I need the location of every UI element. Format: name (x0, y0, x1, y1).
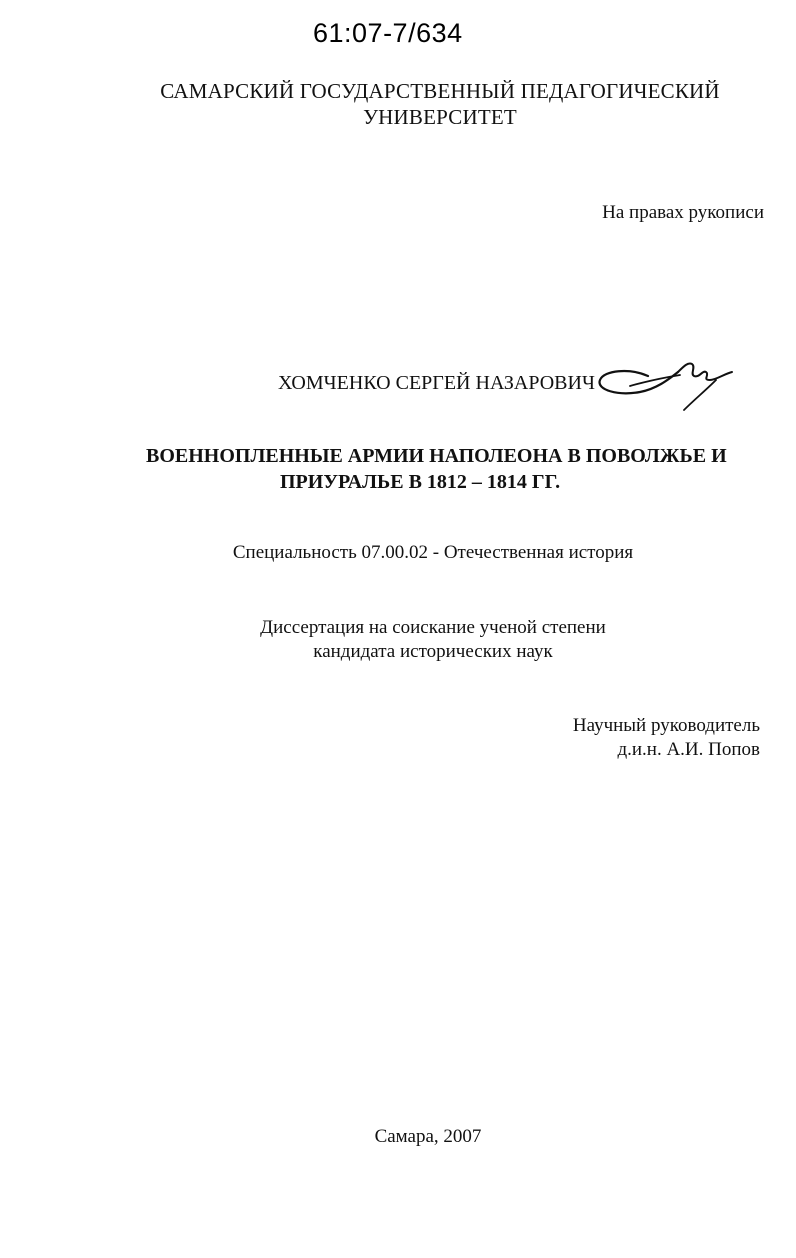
dissertation-title-line2: ПРИУРАЛЬЕ В 1812 – 1814 ГГ. (280, 471, 561, 493)
specialty: Специальность 07.00.02 - Отечественная история (232, 542, 634, 563)
supervisor-role: Научный руководитель (572, 715, 760, 736)
dissertation-title-line1: ВОЕННОПЛЕННЫЕ АРМИИ НАПОЛЕОНА В ПОВОЛЖЬЕ И (146, 445, 727, 467)
university-name (0, 78, 796, 130)
scientific-supervisor (573, 714, 760, 762)
city-year: Самара, 2007 (374, 1126, 482, 1147)
author-name: ХОМЧЕНКО СЕРГЕЙ НАЗАРОВИЧ (278, 372, 595, 394)
catalog-number: 61:07-7/634 (313, 18, 463, 48)
signature-image (596, 350, 736, 412)
manuscript-rights: На правах рукописи (602, 202, 764, 223)
university-name-line2: УНИВЕРСИТЕТ (363, 105, 517, 129)
dissertation-degree (0, 616, 796, 664)
supervisor-name: д.и.н. А.И. Попов (617, 739, 760, 760)
university-name-line1: САМАРСКИЙ ГОСУДАРСТВЕННЫЙ ПЕДАГОГИЧЕСКИЙ (160, 79, 720, 103)
dissertation-title (146, 443, 727, 495)
dissertation-degree-line2: кандидата исторических наук (313, 641, 553, 662)
dissertation-degree-line1: Диссертация на соискание ученой степени (260, 617, 606, 638)
